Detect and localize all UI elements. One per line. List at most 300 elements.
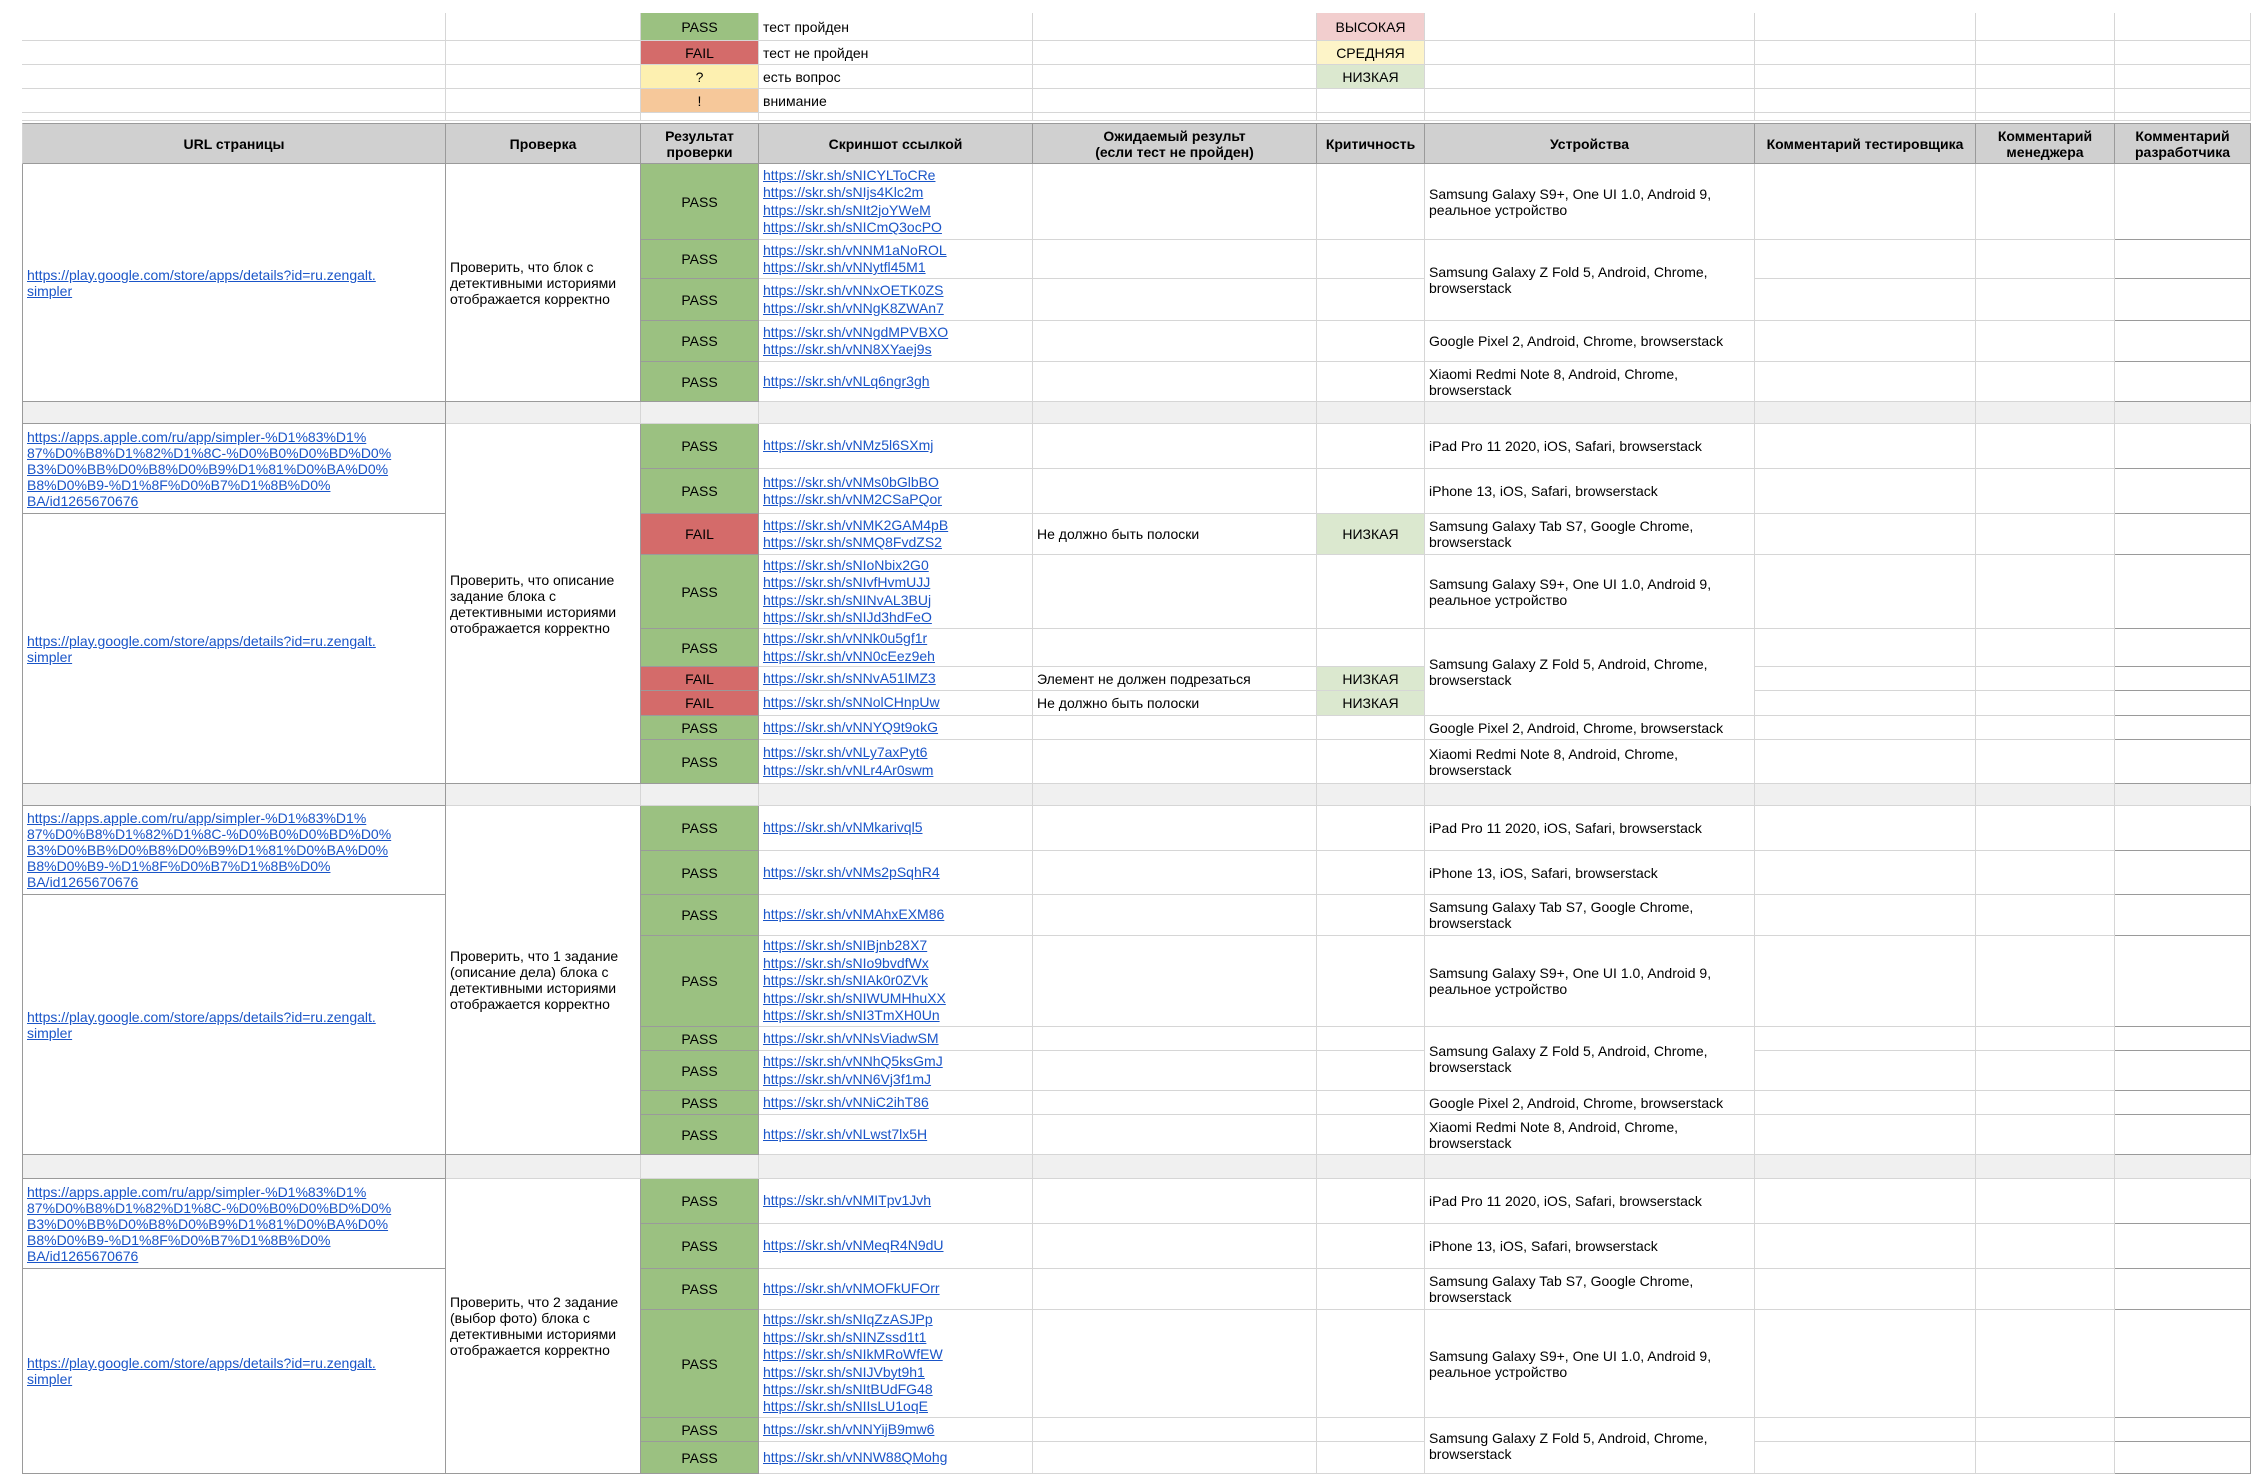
result-status-text[interactable]: PASS xyxy=(681,1193,718,1209)
manager-comment-cell[interactable] xyxy=(1976,740,2115,784)
expected-result[interactable] xyxy=(1033,469,1317,514)
tester-comment-cell[interactable] xyxy=(1755,740,1976,784)
severity-cell[interactable] xyxy=(1317,1027,1425,1051)
column-header[interactable] xyxy=(759,123,1033,164)
screenshot-links xyxy=(759,1418,1033,1442)
tester-comment-cell[interactable] xyxy=(1755,936,1976,1027)
result-status xyxy=(641,1115,759,1155)
severity-badge xyxy=(1317,691,1425,716)
screenshot-link[interactable]: https://skr.sh/sNIjs4Klc2m xyxy=(763,184,924,201)
tester-comment-cell[interactable] xyxy=(1755,716,1976,740)
result-status-text[interactable]: FAIL xyxy=(685,670,714,687)
legend-description xyxy=(759,89,1033,113)
screenshot-link[interactable]: https://skr.sh/sNIJVbyt9h1 xyxy=(763,1363,925,1380)
severity-cell[interactable] xyxy=(1317,1051,1425,1091)
severity-cell[interactable] xyxy=(1317,1310,1425,1418)
manager-comment-cell[interactable] xyxy=(1976,1418,2115,1442)
developer-comment-cell[interactable] xyxy=(2115,321,2251,362)
column-header[interactable] xyxy=(1317,123,1425,164)
screenshot-link[interactable]: https://skr.sh/vNMOFkUFOrr xyxy=(763,1280,940,1297)
developer-comment-cell[interactable] xyxy=(2115,667,2251,691)
empty-cell xyxy=(759,113,1033,121)
severity-cell[interactable] xyxy=(1317,279,1425,321)
severity-cell[interactable] xyxy=(1317,716,1425,740)
result-status xyxy=(641,629,759,667)
result-status-text[interactable]: PASS xyxy=(681,753,718,770)
manager-comment-cell[interactable] xyxy=(1976,629,2115,667)
page-url-cell xyxy=(22,806,446,895)
developer-comment-cell[interactable] xyxy=(2115,555,2251,629)
manager-comment-cell[interactable] xyxy=(1976,895,2115,936)
screenshot-link[interactable]: https://skr.sh/sNINvAL3BUj xyxy=(763,591,932,608)
separator-cell xyxy=(22,402,446,424)
column-header[interactable] xyxy=(1425,123,1755,164)
severity-cell[interactable] xyxy=(1317,1269,1425,1310)
screenshot-link-list xyxy=(763,906,944,923)
result-status-text[interactable]: FAIL xyxy=(685,526,714,542)
screenshot-link[interactable]: https://skr.sh/sNIBjnb28X7 xyxy=(763,937,928,954)
severity-cell[interactable] xyxy=(1317,1224,1425,1269)
expected-result[interactable] xyxy=(1033,740,1317,784)
manager-comment-cell[interactable] xyxy=(1976,1027,2115,1051)
developer-comment-cell[interactable] xyxy=(2115,362,2251,402)
screenshot-links xyxy=(759,1224,1033,1269)
expected-result-text[interactable]: Не должно быть полоски xyxy=(1037,526,1200,542)
developer-comment-cell[interactable] xyxy=(2115,1179,2251,1224)
screenshot-link[interactable]: https://skr.sh/vNMeqR4N9dU xyxy=(763,1237,944,1254)
empty-cell xyxy=(1033,113,1317,121)
manager-comment-cell[interactable] xyxy=(1976,164,2115,240)
tester-comment-cell[interactable] xyxy=(1755,851,1976,895)
page-url-cell xyxy=(22,514,446,784)
result-status xyxy=(641,691,759,716)
expected-result[interactable] xyxy=(1033,936,1317,1027)
page-url-link[interactable]: https://apps.apple.com/ru/app/simpler-%D1%83%D1% 87%D0%B8%D1%82%D1%8C-%D0%B0%D0%BD%D0% B3%D0%BB%D0%B8%D0%B9%D1%81%D0%BA%D0% B8%D0%B9-%D1%8F%D0%B7%D1%8B%D0% BA/id1265670676 xyxy=(27,428,392,509)
check-description xyxy=(446,806,641,1155)
tester-comment-cell[interactable] xyxy=(1755,1418,1976,1442)
tester-comment-cell[interactable] xyxy=(1755,555,1976,629)
severity-cell[interactable] xyxy=(1317,1091,1425,1115)
screenshot-link[interactable]: https://skr.sh/sNIqZzASJPp xyxy=(763,1311,933,1328)
severity-badge-text[interactable]: НИЗКАЯ xyxy=(1342,695,1399,711)
check-description-text: Проверить, что 1 задание (описание дела) блока с детективными историями отображается корректно xyxy=(450,948,619,1012)
screenshot-link[interactable]: https://skr.sh/vNM2CSaPQor xyxy=(763,491,942,507)
screenshot-link[interactable]: https://skr.sh/vNN0cEez9eh xyxy=(763,647,935,664)
empty-cell xyxy=(1033,65,1317,89)
screenshot-link[interactable]: https://skr.sh/vNNgdMPVBXO xyxy=(763,323,949,340)
result-status-text[interactable]: PASS xyxy=(681,1094,718,1111)
screenshot-link-list xyxy=(763,167,942,237)
result-status-text[interactable]: PASS xyxy=(681,438,718,454)
developer-comment-cell[interactable] xyxy=(2115,936,2251,1027)
result-status-text[interactable]: PASS xyxy=(681,639,718,656)
expected-result[interactable] xyxy=(1033,1310,1317,1418)
expected-result[interactable] xyxy=(1033,629,1317,667)
expected-result[interactable] xyxy=(1033,362,1317,402)
result-status-text[interactable]: PASS xyxy=(681,193,718,210)
tester-comment-cell[interactable] xyxy=(1755,1115,1976,1155)
developer-comment-cell[interactable] xyxy=(2115,424,2251,469)
screenshot-link[interactable]: https://skr.sh/vNNgK8ZWAn7 xyxy=(763,299,944,316)
severity-cell[interactable] xyxy=(1317,740,1425,784)
result-status xyxy=(641,1027,759,1051)
device-info xyxy=(1425,936,1755,1027)
screenshot-links xyxy=(759,629,1033,667)
developer-comment-cell[interactable] xyxy=(2115,629,2251,667)
separator-cell xyxy=(1425,784,1755,806)
screenshot-link-list xyxy=(763,1449,947,1466)
screenshot-link[interactable]: https://skr.sh/vNNxOETK0ZS xyxy=(763,282,944,299)
developer-comment-cell[interactable] xyxy=(2115,1051,2251,1091)
result-status-text[interactable]: PASS xyxy=(681,483,718,499)
page-url-link[interactable]: https://play.google.com/store/apps/details?id=ru.zengalt. simpler xyxy=(27,632,376,665)
developer-comment-cell[interactable] xyxy=(2115,1442,2251,1474)
manager-comment-cell[interactable] xyxy=(1976,424,2115,469)
screenshot-link[interactable]: https://skr.sh/vNMAhxEXM86 xyxy=(763,906,945,923)
result-status xyxy=(641,279,759,321)
result-status-text[interactable]: PASS xyxy=(681,1062,718,1079)
tester-comment-cell[interactable] xyxy=(1755,1224,1976,1269)
screenshot-link[interactable]: https://skr.sh/sNIAk0r0ZVk xyxy=(763,972,928,989)
expected-result[interactable] xyxy=(1033,1091,1317,1115)
separator-cell xyxy=(2115,402,2251,424)
manager-comment-cell[interactable] xyxy=(1976,1115,2115,1155)
expected-result[interactable] xyxy=(1033,1027,1317,1051)
tester-comment-cell[interactable] xyxy=(1755,279,1976,321)
result-status-text[interactable]: PASS xyxy=(681,1126,718,1143)
page-url-link[interactable]: https://play.google.com/store/apps/details?id=ru.zengalt. simpler xyxy=(27,1355,376,1387)
screenshot-link-list xyxy=(763,744,933,779)
result-status-text[interactable]: PASS xyxy=(681,719,718,736)
expected-result[interactable] xyxy=(1033,321,1317,362)
screenshot-link[interactable]: https://skr.sh/vNMK2GAM4pB xyxy=(763,516,949,533)
screenshot-links xyxy=(759,1051,1033,1091)
expected-result[interactable] xyxy=(1033,424,1317,469)
severity-cell[interactable] xyxy=(1317,1442,1425,1474)
tester-comment-cell[interactable] xyxy=(1755,1179,1976,1224)
expected-result[interactable] xyxy=(1033,716,1317,740)
empty-cell xyxy=(1033,13,1317,41)
expected-result[interactable] xyxy=(1033,1051,1317,1091)
screenshot-link[interactable]: https://skr.sh/sNIJd3hdFeO xyxy=(763,608,932,625)
separator-cell xyxy=(446,402,641,424)
screenshot-link[interactable]: https://skr.sh/sNMQ8FvdZS2 xyxy=(763,534,942,550)
result-status-text[interactable]: PASS xyxy=(681,583,718,600)
severity-cell[interactable] xyxy=(1317,424,1425,469)
expected-result[interactable] xyxy=(1033,806,1317,851)
empty-cell xyxy=(1755,65,1976,89)
developer-comment-cell[interactable] xyxy=(2115,806,2251,851)
page-url-link[interactable]: https://apps.apple.com/ru/app/simpler-%D1%83%D1% 87%D0%B8%D1%82%D1%8C-%D0%B0%D0%BD%D0% B3%D0%BB%D0%B8%D0%B9%D1%81%D0%BA%D0% B8%D0%B9-%D1%8F%D0%B7%D1%8B%D0% BA/id1265670676 xyxy=(27,1183,392,1264)
screenshot-link[interactable]: https://skr.sh/sNNvA51lMZ3 xyxy=(763,669,936,686)
device-info xyxy=(1425,1115,1755,1155)
tester-comment-cell[interactable] xyxy=(1755,514,1976,555)
severity-cell[interactable] xyxy=(1317,1418,1425,1442)
separator-cell xyxy=(1033,784,1317,806)
result-status-text[interactable]: PASS xyxy=(681,333,718,349)
column-header[interactable] xyxy=(446,123,641,164)
page-url-cell xyxy=(22,164,446,402)
tester-comment-cell[interactable] xyxy=(1755,240,1976,279)
manager-comment-cell[interactable] xyxy=(1976,1091,2115,1115)
manager-comment-cell[interactable] xyxy=(1976,1442,2115,1474)
manager-comment-cell[interactable] xyxy=(1976,851,2115,895)
screenshot-link[interactable]: https://skr.sh/sNICmQ3ocPO xyxy=(763,218,942,235)
developer-comment-cell[interactable] xyxy=(2115,1418,2251,1442)
developer-comment-cell[interactable] xyxy=(2115,1115,2251,1155)
screenshot-link[interactable]: https://skr.sh/vNMkarivql5 xyxy=(763,819,923,836)
developer-comment-cell[interactable] xyxy=(2115,716,2251,740)
developer-comment-cell[interactable] xyxy=(2115,240,2251,279)
column-header[interactable] xyxy=(1755,123,1976,164)
severity-legend-2-text: НИЗКАЯ xyxy=(1342,68,1399,85)
screenshot-link[interactable]: https://skr.sh/sNIkMRoWfEW xyxy=(763,1346,943,1363)
empty-cell xyxy=(1425,113,1755,121)
result-status-text[interactable]: PASS xyxy=(681,373,718,390)
severity-cell[interactable] xyxy=(1317,806,1425,851)
page-url-link[interactable]: https://apps.apple.com/ru/app/simpler-%D1%83%D1% 87%D0%B8%D1%82%D1%8C-%D0%B0%D0%BD%D0% B3%D0%BB%D0%B8%D0%B9%D1%81%D0%BA%D0% B8%D0%B9-%D1%8F%D0%B7%D1%8B%D0% BA/id1265670676 xyxy=(27,810,392,890)
screenshot-link[interactable]: https://skr.sh/vNMITpv1Jvh xyxy=(763,1192,932,1209)
expected-result[interactable] xyxy=(1033,164,1317,240)
manager-comment-cell[interactable] xyxy=(1976,362,2115,402)
device-info-text: iPhone 13, iOS, Safari, browserstack xyxy=(1429,864,1658,881)
tester-comment-cell[interactable] xyxy=(1755,806,1976,851)
result-status-text[interactable]: PASS xyxy=(681,820,718,836)
screenshot-link[interactable]: https://skr.sh/vNMs2pSqhR4 xyxy=(763,863,940,880)
screenshot-link[interactable]: https://skr.sh/sNIvfHvmUJJ xyxy=(763,574,931,591)
developer-comment-cell[interactable] xyxy=(2115,514,2251,555)
screenshot-link[interactable]: https://skr.sh/vNNk0u5gf1r xyxy=(763,630,928,647)
severity-cell[interactable] xyxy=(1317,895,1425,936)
separator-cell xyxy=(1317,1155,1425,1179)
result-status xyxy=(641,806,759,851)
tester-comment-cell[interactable] xyxy=(1755,895,1976,936)
expected-result-text[interactable]: Элемент не должен подрезаться xyxy=(1037,670,1251,687)
expected-result[interactable] xyxy=(1033,1115,1317,1155)
device-info xyxy=(1425,740,1755,784)
manager-comment-cell[interactable] xyxy=(1976,1310,2115,1418)
expected-result[interactable] xyxy=(1033,1179,1317,1224)
expected-result[interactable] xyxy=(1033,279,1317,321)
check-description-text: Проверить, что 2 задание (выбор фото) блока с детективными историями отображается корректно xyxy=(450,1294,619,1358)
page-url-cell xyxy=(22,1269,446,1474)
screenshot-link[interactable]: https://skr.sh/vNNM1aNoROL xyxy=(763,241,947,258)
severity-cell[interactable] xyxy=(1317,851,1425,895)
screenshot-link[interactable]: https://skr.sh/vNNytfl45M1 xyxy=(763,259,926,275)
column-header[interactable] xyxy=(2115,123,2251,164)
device-info xyxy=(1425,1418,1755,1474)
severity-cell[interactable] xyxy=(1317,936,1425,1027)
separator-cell xyxy=(1976,402,2115,424)
result-status-text[interactable]: PASS xyxy=(681,251,718,267)
screenshot-link[interactable]: https://skr.sh/vNNiC2ihT86 xyxy=(763,1093,929,1110)
tester-comment-cell[interactable] xyxy=(1755,469,1976,514)
expected-result[interactable] xyxy=(1033,1442,1317,1474)
tester-comment-cell[interactable] xyxy=(1755,1442,1976,1474)
tester-comment-cell[interactable] xyxy=(1755,321,1976,362)
severity-cell[interactable] xyxy=(1317,240,1425,279)
developer-comment-cell[interactable] xyxy=(2115,1027,2251,1051)
tester-comment-cell[interactable] xyxy=(1755,667,1976,691)
manager-comment-cell[interactable] xyxy=(1976,1269,2115,1310)
manager-comment-cell[interactable] xyxy=(1976,1051,2115,1091)
tester-comment-cell[interactable] xyxy=(1755,629,1976,667)
separator-cell xyxy=(759,784,1033,806)
result-status-text[interactable]: PASS xyxy=(681,291,718,308)
expected-result[interactable] xyxy=(1033,851,1317,895)
manager-comment-cell[interactable] xyxy=(1976,514,2115,555)
empty-cell xyxy=(1317,89,1425,113)
tester-comment-cell[interactable] xyxy=(1755,1051,1976,1091)
separator-cell xyxy=(759,402,1033,424)
severity-cell[interactable] xyxy=(1317,629,1425,667)
screenshot-link[interactable]: https://skr.sh/vNNW88QMohg xyxy=(763,1448,948,1465)
developer-comment-cell[interactable] xyxy=(2115,895,2251,936)
tester-comment-cell[interactable] xyxy=(1755,1027,1976,1051)
tester-comment-cell[interactable] xyxy=(1755,1091,1976,1115)
severity-cell[interactable] xyxy=(1317,1179,1425,1224)
column-header[interactable] xyxy=(1033,123,1317,164)
tester-comment-cell[interactable] xyxy=(1755,1269,1976,1310)
screenshot-link[interactable]: https://skr.sh/vNLwst7lx5H xyxy=(763,1125,928,1142)
screenshot-link[interactable]: https://skr.sh/sNICYLToCRe xyxy=(763,166,936,183)
screenshot-links xyxy=(759,1091,1033,1115)
screenshot-link[interactable]: https://skr.sh/sNINZssd1t1 xyxy=(763,1328,927,1345)
screenshot-link[interactable]: https://skr.sh/vNLr4Ar0swm xyxy=(763,761,934,778)
severity-cell[interactable] xyxy=(1317,1115,1425,1155)
result-status-text[interactable]: PASS xyxy=(681,1281,718,1297)
screenshot-link[interactable]: https://skr.sh/sNIIsLU1oqE xyxy=(763,1398,928,1415)
result-status-text[interactable]: PASS xyxy=(681,864,718,881)
manager-comment-cell[interactable] xyxy=(1976,667,2115,691)
result-status xyxy=(641,362,759,402)
expected-result[interactable] xyxy=(1033,1269,1317,1310)
result-status-text[interactable]: PASS xyxy=(681,973,718,989)
column-header[interactable] xyxy=(22,123,446,164)
screenshot-link[interactable]: https://skr.sh/vNLy7axPyt6 xyxy=(763,744,928,761)
device-info xyxy=(1425,164,1755,240)
manager-comment-cell[interactable] xyxy=(1976,321,2115,362)
separator-cell xyxy=(1425,402,1755,424)
result-status-text[interactable]: PASS xyxy=(681,907,718,923)
screenshot-link[interactable]: https://skr.sh/vNNsViadwSM xyxy=(763,1029,939,1046)
screenshot-link[interactable]: https://skr.sh/vNN8XYaej9s xyxy=(763,341,932,357)
page-url-link[interactable]: https://play.google.com/store/apps/details?id=ru.zengalt. simpler xyxy=(27,266,376,299)
page-url-link[interactable]: https://play.google.com/store/apps/details?id=ru.zengalt. simpler xyxy=(27,1008,376,1041)
column-header[interactable] xyxy=(1976,123,2115,164)
tester-comment-cell[interactable] xyxy=(1755,1310,1976,1418)
manager-comment-cell[interactable] xyxy=(1976,240,2115,279)
device-info xyxy=(1425,424,1755,469)
developer-comment-cell[interactable] xyxy=(2115,691,2251,716)
severity-cell[interactable] xyxy=(1317,321,1425,362)
manager-comment-cell[interactable] xyxy=(1976,936,2115,1027)
severity-cell[interactable] xyxy=(1317,164,1425,240)
screenshot-link[interactable]: https://skr.sh/vNMs0bGlbBO xyxy=(763,473,939,490)
device-info-text: iPad Pro 11 2020, iOS, Safari, browserstack xyxy=(1429,1193,1702,1209)
manager-comment-cell[interactable] xyxy=(1976,691,2115,716)
manager-comment-cell[interactable] xyxy=(1976,1224,2115,1269)
result-status-text[interactable]: FAIL xyxy=(685,695,714,711)
screenshot-link[interactable]: https://skr.sh/sNIoNbix2G0 xyxy=(763,556,929,573)
device-info-text: Samsung Galaxy S9+, One UI 1.0, Android 9, реальное устройство xyxy=(1429,965,1712,997)
screenshot-links xyxy=(759,1115,1033,1155)
screenshot-link[interactable]: https://skr.sh/vNN6Vj3f1mJ xyxy=(763,1070,932,1087)
developer-comment-cell[interactable] xyxy=(2115,851,2251,895)
tester-comment-cell[interactable] xyxy=(1755,424,1976,469)
manager-comment-cell[interactable] xyxy=(1976,469,2115,514)
expected-result[interactable] xyxy=(1033,555,1317,629)
severity-cell[interactable] xyxy=(1317,469,1425,514)
severity-cell[interactable] xyxy=(1317,362,1425,402)
expected-result[interactable] xyxy=(1033,240,1317,279)
tester-comment-cell[interactable] xyxy=(1755,362,1976,402)
developer-comment-cell[interactable] xyxy=(2115,1091,2251,1115)
result-status-text[interactable]: PASS xyxy=(681,1355,718,1372)
severity-badge-text[interactable]: НИЗКАЯ xyxy=(1342,670,1399,687)
tester-comment-cell[interactable] xyxy=(1755,691,1976,716)
column-header[interactable] xyxy=(641,123,759,164)
result-status xyxy=(641,555,759,629)
screenshot-link-list xyxy=(763,557,932,627)
screenshot-link-list xyxy=(763,1237,944,1254)
screenshot-link[interactable]: https://skr.sh/vNLq6ngr3gh xyxy=(763,372,930,389)
empty-cell xyxy=(446,89,641,113)
severity-legend-0 xyxy=(1317,13,1425,41)
developer-comment-cell[interactable] xyxy=(2115,279,2251,321)
manager-comment-cell[interactable] xyxy=(1976,555,2115,629)
severity-legend-1 xyxy=(1317,41,1425,65)
expected-result[interactable] xyxy=(1033,1224,1317,1269)
expected-result-text[interactable]: Не должно быть полоски xyxy=(1037,695,1200,711)
tester-comment-cell[interactable] xyxy=(1755,164,1976,240)
result-status-text[interactable]: PASS xyxy=(681,1238,718,1254)
screenshot-link[interactable]: https://skr.sh/sNItBUdFG48 xyxy=(763,1380,933,1397)
screenshot-link-list xyxy=(763,1311,943,1415)
expected-result[interactable] xyxy=(1033,1418,1317,1442)
separator-cell xyxy=(22,784,446,806)
developer-comment-cell[interactable] xyxy=(2115,164,2251,240)
developer-comment-cell[interactable] xyxy=(2115,469,2251,514)
severity-badge-text[interactable]: НИЗКАЯ xyxy=(1342,526,1399,542)
developer-comment-cell[interactable] xyxy=(2115,740,2251,784)
result-status-text[interactable]: PASS xyxy=(681,1421,718,1438)
developer-comment-cell[interactable] xyxy=(2115,1269,2251,1310)
developer-comment-cell[interactable] xyxy=(2115,1224,2251,1269)
screenshot-link-list xyxy=(763,1053,943,1088)
screenshot-link[interactable]: https://skr.sh/sNIo9bvdfWx xyxy=(763,954,929,971)
result-status-text[interactable]: PASS xyxy=(681,1449,718,1466)
screenshot-link[interactable]: https://skr.sh/vNMz5l6SXmj xyxy=(763,437,934,454)
manager-comment-cell[interactable] xyxy=(1976,279,2115,321)
screenshot-link[interactable]: https://skr.sh/vNNhQ5ksGmJ xyxy=(763,1053,943,1070)
manager-comment-cell[interactable] xyxy=(1976,806,2115,851)
developer-comment-cell[interactable] xyxy=(2115,1310,2251,1418)
result-status-text[interactable]: PASS xyxy=(681,1030,718,1047)
screenshot-link[interactable]: https://skr.sh/sNNolCHnpUw xyxy=(763,694,940,711)
manager-comment-cell[interactable] xyxy=(1976,1179,2115,1224)
screenshot-link-list xyxy=(763,719,938,736)
screenshot-link[interactable]: https://skr.sh/vNNYijB9mw6 xyxy=(763,1420,935,1437)
screenshot-link[interactable]: https://skr.sh/vNNYQ9t9okG xyxy=(763,718,939,735)
screenshot-link[interactable]: https://skr.sh/sNI3TmXH0Un xyxy=(763,1007,940,1024)
screenshot-link[interactable]: https://skr.sh/sNIWUMHhuXX xyxy=(763,989,946,1006)
expected-result[interactable] xyxy=(1033,895,1317,936)
screenshot-link[interactable]: https://skr.sh/sNIt2joYWeM xyxy=(763,201,931,218)
manager-comment-cell[interactable] xyxy=(1976,716,2115,740)
result-status xyxy=(641,716,759,740)
severity-cell[interactable] xyxy=(1317,555,1425,629)
